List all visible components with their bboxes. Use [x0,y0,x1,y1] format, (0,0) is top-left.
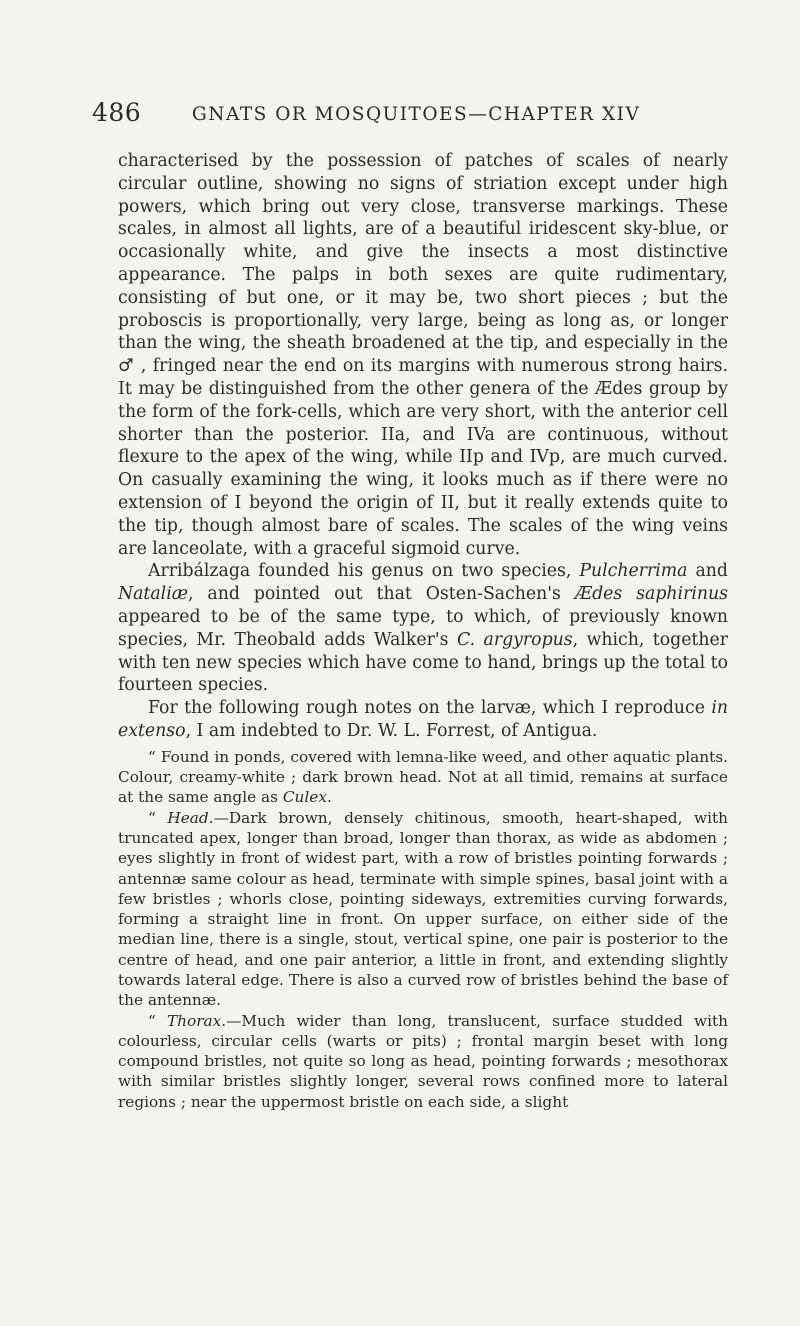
text-run: , I am indebted to Dr. W. L. Forrest, of Antigua. [185,720,598,741]
paragraph-scales [118,150,728,560]
main-text [118,150,728,743]
running-title: GNATS OR MOSQUITOES—CHAPTER XIV [192,104,641,125]
quote-head [118,808,728,1011]
quote-thorax [118,1011,728,1112]
section-label: Thorax [166,1011,222,1030]
text-run: , which, together with ten new species which have come to hand, brings up the total to fourteen species. [118,629,728,696]
larvae-notes [118,747,728,1112]
species-name: Nataliæ [118,584,188,605]
page-number: 486 [92,98,142,127]
paragraph-arribalzaga [118,560,728,697]
text-run: and [687,561,728,582]
text-run: “ [148,808,168,827]
paragraph-larvae-intro [118,697,728,743]
text-run: Arribálzaga founded his genus on two species, [148,561,580,582]
text-run: appeared to be of the same type, to which, of previously known species, Mr. Theobald adds Walker's [118,606,728,650]
section-label: Head [167,808,209,827]
page-body [118,150,728,1112]
species-name: Ædes saphirinus [574,584,728,605]
quote-habitat [118,747,728,808]
text-run: “ Found in ponds, covered with lemna-like weed, and other aquatic plants. Colour, creamy-white ; dark brown head. Not at all timid, remains at surface at the same angle as [118,747,728,807]
genus-name: Culex [282,788,327,807]
paragraph-text: characterised by the possession of patches of scales of nearly circular outline, showing no signs of striation except under high powers, which bring out very close, transverse markings. These scales, in almost all lights, are of a beautiful iridescent sky-blue, or occasionally white, and give the insects a most distinctive appearance. The palps in both sexes are quite rudimentary, consisting of but one, or it may be, two short pieces ; but the proboscis is proportionally, very large, being as long as, or longer than the wing, the sheath broadened at the tip, and especially in the ♂ , fringed near the end on its margins with numerous strong hairs. It may be distinguished from the other genera of the Ædes group by the form of the fork-cells, which are very short, with the anterior cell shorter than the posterior. IIa, and IVa are continuous, without flexure to the apex of the wing, while IIp and IVp, are much curved. On casually examining the wing, it looks much as if there were no extension of I beyond the origin of II, but it really extends quite to the tip, though almost bare of scales. The scales of the wing veins are lanceolate, with a graceful sigmoid curve. [118,151,728,559]
italic-phrase: in extenso [118,698,728,741]
species-name: Pulcherrima [579,561,688,582]
text-run: For the following rough notes on the larvæ, which I reproduce [148,698,712,719]
text-run: .—Dark brown, densely chitinous, smooth, heart-shaped, with truncated apex, longer than broad, longer than thorax, as wide as abdomen ; eyes slightly in front of widest part, with a row of bristles pointing forwards ; antennæ same colour as head, terminate with simple spines, basal joint with a few bristles ; whorls close, pointing sideways, extremities curving forwards, forming a straight line in front. On upper surface, on either side of the median line, there is a single, stout, vertical spine, one pair is posterior to the centre of head, and one pair anterior, a little in front, and extending slightly towards lateral edge. There is also a curved row of bristles behind the base of the antennæ. [118,808,728,1010]
page-header [92,98,732,138]
species-name: C. argyropus [456,629,573,650]
text-run: “ [148,1011,167,1030]
text-run: .—Much wider than long, translucent, surface studded with colourless, circular cells (warts or pits) ; frontal margin beset with long compound bristles, not quite so long as head, pointing forwards ; mesothorax with similar bristles slightly longer, several rows confined more to lateral regions ; near the uppermost bristle on each side, a slight [118,1011,728,1111]
text-run: , and pointed out that Osten-Sachen's [187,584,575,605]
text-run: . [326,788,332,807]
